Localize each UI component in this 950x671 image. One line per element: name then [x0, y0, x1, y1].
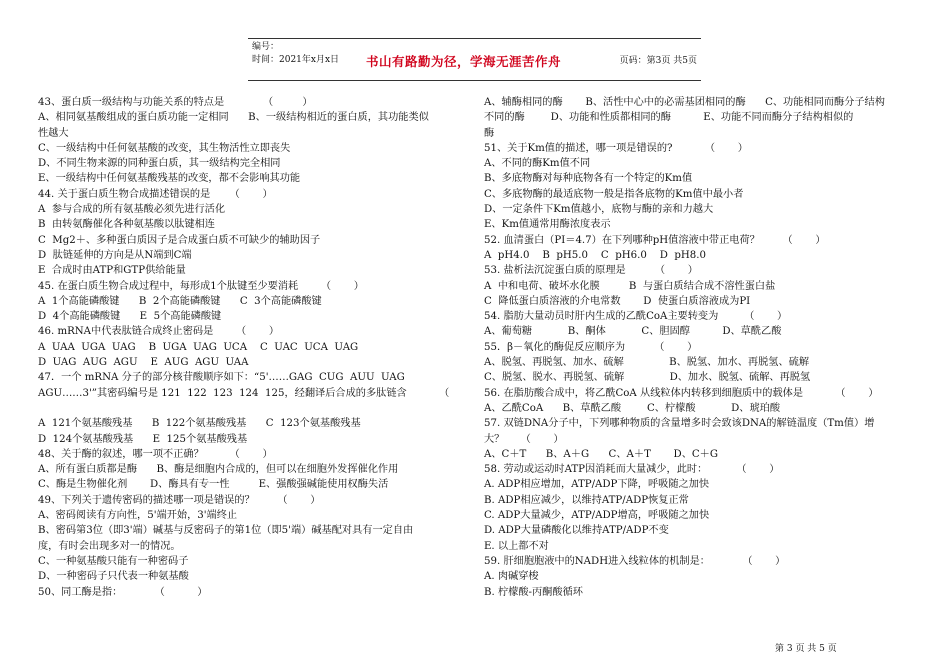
- question-text-line: 不同的酶 D、功能和性质都相同的酶 E、功能不同而酶分子结构相似的: [484, 112, 854, 124]
- question-text-line: A pH4.0 B pH5.0 C pH6.0 D pH8.0: [484, 249, 707, 261]
- question-text-line: A、不同的酶Km值不同: [484, 158, 591, 170]
- question-text-line: C、一种氨基酸只能有一种密码子: [38, 555, 189, 567]
- right-question-column: [484, 95, 912, 600]
- question-text-line: A、所有蛋白质都是酶 B、酶是细胞内合成的，但可以在细胞外发挥催化作用: [38, 464, 399, 476]
- question-text-line: E. 以上都不对: [484, 540, 549, 552]
- question-text-line: A、密码阅读有方向性，5'端开始，3'端终止: [38, 510, 238, 522]
- question-text-line: C 降低蛋白质溶液的介电常数 D 使蛋白质溶液成为PI: [484, 295, 751, 307]
- question-text-line: E 合成时由ATP和GTP供给能量: [38, 265, 186, 277]
- question-text-line: A. ADP相应增加，ATP/ADP下降，呼吸随之加快: [484, 479, 710, 491]
- question-text-line: 57. 双链DNA分子中，下列哪种物质的含量增多时会致该DNA的解链温度（Tm值）增: [484, 418, 875, 430]
- question-text-line: A、C＋T B、A＋G C、A＋T D、C＋G: [484, 448, 719, 460]
- question-text-line: E、Km值通常用酶浓度表示: [484, 219, 611, 231]
- question-text-line: D 4个高能磷酸键 E 5个高能磷酸键: [38, 311, 222, 323]
- question-text-line: D、不同生物来源的同种蛋白质，其一级结构完全相同: [38, 158, 281, 170]
- question-text-line: 52. 血清蛋白（PI＝4.7）在下列哪种pH值溶液中带正电荷？ （ ）: [484, 234, 826, 246]
- question-text-line: 46. mRNA中代表肽链合成终止密码是 （ ）: [38, 326, 280, 338]
- question-text-line: B. ADP相应减少，以维持ATP/ADP恢复正常: [484, 494, 689, 506]
- question-text-line: 53. 盐析法沉淀蛋白质的原理是 （ ）: [484, 265, 698, 277]
- question-text-line: 酶: [484, 127, 495, 139]
- question-text-line: A 1个高能磷酸键 B 2个高能磷酸键 C 3个高能磷酸键: [38, 295, 322, 307]
- page-footer: 第 3 页 共 5 页: [775, 644, 837, 654]
- question-text-line: E、一级结构中任何氨基酸残基的改变，都不会影响其功能: [38, 173, 301, 185]
- header-code: 编号：: [252, 42, 280, 52]
- question-text-line: A、辅酶相同的酶 B、活性中心中的必需基团相同的酶 C、功能相同而酶分子结构: [484, 97, 885, 108]
- question-text-line: 59. 肝细胞胞液中的NADH进入线粒体的机制是： （ ）: [484, 555, 786, 567]
- question-text-line: 51、关于Km值的描述，哪一项是错误的? （ ）: [484, 142, 748, 154]
- question-text-line: D、一定条件下Km值越小，底物与酶的亲和力越大: [484, 204, 714, 216]
- header-motto: 书山有路勤为径，学海无涯苦作舟: [366, 54, 562, 69]
- header-time: 时间：2021年x月x日: [252, 55, 340, 65]
- question-text-line: B、多底物酶对每种底物各有一个特定的Km值: [484, 173, 693, 185]
- question-text-line: D. ADP大量磷酸化以维持ATP/ADP不变: [484, 525, 669, 537]
- question-text-line: A、葡萄糖 B、酮体 C、胆固醇 D、草酰乙酸: [484, 326, 782, 338]
- question-text-line: 47．一个 mRNA 分子的部分核苷酸顺序如下：“5'……GAG CUG AUU UAG: [38, 372, 405, 384]
- question-text-line: A、脱氢、再脱氢、加水、硫解 B、脱氢、加水、再脱氢、硫解: [484, 357, 810, 369]
- question-text-line: 44. 关于蛋白质生物合成描述错误的是 （ ）: [38, 188, 273, 200]
- question-text-line: C、脱氢、脱水、再脱氢、硫解 D、加水、脱氢、硫解、再脱氢: [484, 372, 811, 384]
- page-header: [248, 38, 701, 81]
- question-text-line: A 121个氨基酸残基 B 122个氨基酸残基 C 123个氨基酸残基: [38, 418, 361, 430]
- question-text-line: B、密码第3位（即3'端）碱基与反密码子的第1位（即5'端）碱基配对具有一定自由: [38, 525, 414, 537]
- question-text-line: 55．β－氧化的酶促反应顺序为 （ ）: [484, 341, 698, 353]
- question-text-line: B. 柠檬酸-丙酮酸循环: [484, 586, 583, 598]
- question-text-line: 56. 在脂肪酸合成中，将乙酰CoA 从线粒体内转移到细胞质中的载体是 （ ）: [484, 387, 879, 399]
- question-text-line: C Mg2＋、多种蛋白质因子是合成蛋白质不可缺少的辅助因子: [38, 234, 321, 246]
- question-text-line: C、多底物酶的最适底物一般是指各底物的Km值中最小者: [484, 188, 744, 200]
- question-text-line: A 中和电荷、破坏水化膜 B 与蛋白质结合成不溶性蛋白盐: [484, 280, 776, 292]
- question-text-line: 43、蛋白质一级结构与功能关系的特点是 （ ）: [38, 97, 313, 108]
- header-info: [252, 41, 339, 67]
- question-text-line: 性越大: [38, 127, 69, 139]
- question-text-line: C、一级结构中任何氨基酸的改变，其生物活性立即丧失: [38, 142, 291, 154]
- header-page-number: 页码：第3页 共5页: [619, 56, 697, 66]
- question-text-line: A、相同氨基酸组成的蛋白质功能一定相同 B、一级结构相近的蛋白质，其功能类似: [38, 112, 429, 124]
- question-text-line: D UAG AUG AGU E AUG AGU UAA: [38, 357, 249, 369]
- question-text-line: A、乙酰CoA B、草酰乙酸 C、柠檬酸 D、琥珀酸: [484, 402, 781, 414]
- question-text-line: 度，有时会出现多对一的情况。: [38, 540, 181, 552]
- question-text-line: 50、同工酶是指： （ ）: [38, 586, 208, 598]
- question-text-line: C. ADP大量减少，ATP/ADP增高，呼吸随之加快: [484, 510, 710, 522]
- question-text-line: D、一种密码子只代表一种氨基酸: [38, 571, 189, 583]
- question-text-line: 58. 劳动或运动时ATP因消耗而大量减少，此时： （ ）: [484, 464, 780, 476]
- question-text-line: 48、关于酶的叙述，哪一项不正确？ （ ）: [38, 448, 273, 460]
- question-text-line: [38, 401, 466, 416]
- question-text-line: A UAA UGA UAG B UGA UAG UCA C UAC UCA UAG: [38, 341, 359, 353]
- question-text-line: 大？ （ ）: [484, 433, 564, 445]
- question-text-line: A. 肉碱穿梭: [484, 571, 539, 583]
- left-question-column: [38, 95, 466, 600]
- question-text-line: 54. 脂肪大量动员时肝内生成的乙酰CoA主要转变为 （ ）: [484, 311, 788, 323]
- question-text-line: AGU……3'”其密码编号是 121 122 123 124 125，经翻译后合成的多肽链含 （: [38, 387, 450, 399]
- question-text-line: D 肽链延伸的方向是从N端到C端: [38, 249, 192, 261]
- question-text-line: D 124个氨基酸残基 E 125个氨基酸残基: [38, 433, 248, 445]
- question-text-line: 49、下列关于遗传密码的描述哪一项是错误的？ （ ）: [38, 494, 321, 506]
- question-text-line: C、酶是生物催化剂 D、酶具有专一性 E、强酸强碱能使用权酶失活: [38, 479, 389, 491]
- question-text-line: A 参与合成的所有氨基酸必须先进行活化: [38, 204, 226, 216]
- question-text-line: 45. 在蛋白质生物合成过程中，每形成1个肽键至少要消耗 （ ）: [38, 280, 364, 292]
- question-text-line: B 由转氨酶催化各种氨基酸以肽键相连: [38, 219, 215, 231]
